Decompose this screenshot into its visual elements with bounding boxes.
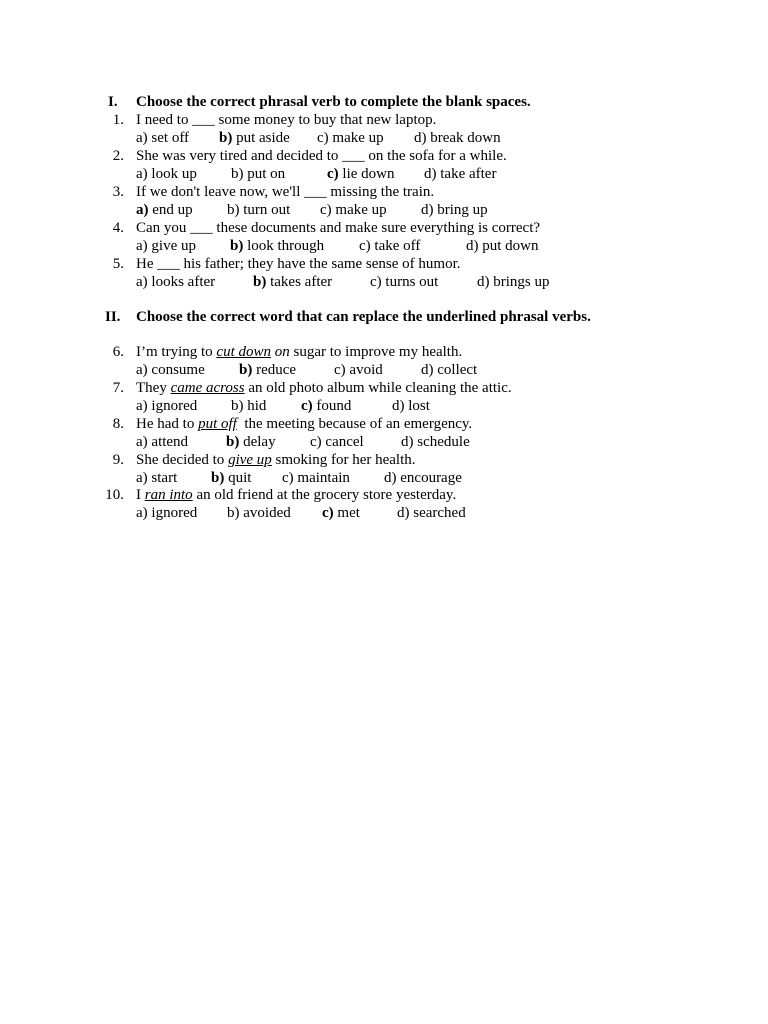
- option-text: reduce: [252, 362, 297, 378]
- option-d: [392, 398, 430, 415]
- option-text: attend: [147, 434, 189, 450]
- question-text-after: sugar to improve my health.: [289, 344, 463, 360]
- option-c: [334, 362, 383, 379]
- option-b: [230, 238, 324, 255]
- option-text: set off: [147, 130, 190, 146]
- section-title: Choose the correct word that can replace the underlined phrasal verbs.: [136, 309, 591, 325]
- option-text: hid: [243, 398, 267, 414]
- underlined-phrasal-verb: ran into: [144, 487, 193, 503]
- option-a: [136, 470, 177, 487]
- option-letter: a): [136, 130, 148, 146]
- question-5: [0, 256, 768, 274]
- option-d: [477, 274, 550, 291]
- question-number: 6.: [112, 344, 124, 360]
- option-text: put on: [243, 166, 286, 182]
- option-letter: c): [359, 238, 371, 254]
- option-letter: b): [219, 130, 233, 146]
- question-text: [136, 416, 472, 433]
- option-text: put down: [478, 238, 539, 254]
- option-d: [397, 505, 466, 522]
- options-1: [0, 130, 768, 148]
- question-8: [0, 416, 768, 434]
- option-c: [359, 238, 420, 255]
- option-letter: b): [227, 202, 240, 218]
- option-d: [424, 166, 496, 183]
- option-letter: b): [239, 362, 253, 378]
- options-4: [0, 238, 768, 256]
- option-letter: d): [424, 166, 437, 182]
- option-letter: d): [421, 202, 434, 218]
- question-text-before: She decided to: [136, 452, 229, 468]
- question-6: [0, 344, 768, 362]
- option-letter: d): [384, 470, 397, 486]
- option-text: found: [312, 398, 352, 414]
- question-text: Can you ___ these documents and make sure everything is correct?: [136, 220, 541, 236]
- option-letter: d): [401, 434, 414, 450]
- option-letter: b): [226, 434, 240, 450]
- option-b: [231, 398, 266, 415]
- question-text: She was very tired and decided to ___ on the sofa for a while.: [136, 148, 507, 164]
- option-d: [421, 202, 488, 219]
- question-2: [0, 148, 768, 166]
- options-6: [0, 362, 768, 380]
- option-letter: c): [301, 398, 313, 414]
- options-9: [0, 470, 768, 488]
- option-b: [227, 505, 291, 522]
- option-letter: b): [231, 166, 244, 182]
- option-letter: b): [253, 274, 267, 290]
- option-text: delay: [239, 434, 276, 450]
- option-text: break down: [426, 130, 501, 146]
- option-text: collect: [433, 362, 478, 378]
- question-text-after: the meeting because of an emergency.: [236, 416, 473, 432]
- option-c: [322, 505, 360, 522]
- option-letter: d): [466, 238, 479, 254]
- option-a: [136, 166, 197, 183]
- option-text: turn out: [239, 202, 291, 218]
- question-number: 5.: [112, 256, 124, 272]
- section-1-heading: [0, 94, 768, 112]
- options-2: [0, 166, 768, 184]
- option-text: ignored: [147, 505, 198, 521]
- option-a: [136, 274, 215, 291]
- question-text-before: I: [136, 487, 145, 503]
- option-d: [384, 470, 462, 487]
- underlined-phrasal-verb: cut down: [216, 344, 271, 360]
- question-text-before: I’m trying to: [136, 344, 217, 360]
- option-letter: b): [211, 470, 225, 486]
- option-letter: d): [392, 398, 405, 414]
- question-number: 3.: [112, 184, 124, 200]
- options-5: [0, 274, 768, 292]
- question-text-after: an old friend at the grocery store yesterday.: [192, 487, 457, 503]
- question-text-after: smoking for her health.: [271, 452, 416, 468]
- option-letter: c): [310, 434, 322, 450]
- option-c: [320, 202, 387, 219]
- option-b: [239, 362, 296, 379]
- option-letter: d): [477, 274, 490, 290]
- question-text-after: an old photo album while cleaning the attic.: [244, 380, 512, 396]
- option-c: [282, 470, 350, 487]
- option-text: bring up: [433, 202, 488, 218]
- question-number: 2.: [112, 148, 124, 164]
- option-c: [370, 274, 438, 291]
- option-letter: a): [136, 238, 148, 254]
- option-text: met: [333, 505, 360, 521]
- question-number: 10.: [105, 487, 124, 503]
- question-3: [0, 184, 768, 202]
- underlined-phrasal-verb: put off: [198, 416, 237, 432]
- option-text: searched: [409, 505, 466, 521]
- question-text-italic: on: [271, 344, 290, 360]
- option-d: [421, 362, 477, 379]
- option-letter: a): [136, 470, 148, 486]
- question-4: [0, 220, 768, 238]
- option-text: make up: [328, 130, 384, 146]
- option-letter: d): [421, 362, 434, 378]
- option-d: [401, 434, 470, 451]
- question-number: 9.: [112, 452, 124, 468]
- option-text: takes after: [266, 274, 333, 290]
- option-d: [466, 238, 539, 255]
- question-1: [0, 112, 768, 130]
- option-text: make up: [331, 202, 387, 218]
- section-title: Choose the correct phrasal verb to complete the blank spaces.: [136, 94, 531, 110]
- option-letter: c): [370, 274, 382, 290]
- options-7: [0, 398, 768, 416]
- option-a: [136, 398, 197, 415]
- option-text: avoid: [345, 362, 383, 378]
- option-text: take after: [436, 166, 497, 182]
- option-b: [219, 130, 290, 147]
- option-letter: a): [136, 505, 148, 521]
- option-letter: d): [414, 130, 427, 146]
- question-10: [0, 487, 768, 505]
- option-letter: c): [317, 130, 329, 146]
- option-text: start: [147, 470, 178, 486]
- option-text: cancel: [321, 434, 364, 450]
- option-text: end up: [148, 202, 193, 218]
- question-9: [0, 452, 768, 470]
- option-text: ignored: [147, 398, 198, 414]
- underlined-phrasal-verb: came across: [170, 380, 245, 396]
- option-text: quit: [224, 470, 252, 486]
- option-c: [317, 130, 384, 147]
- option-b: [211, 470, 251, 487]
- option-letter: c): [320, 202, 332, 218]
- option-text: look up: [147, 166, 197, 182]
- option-text: schedule: [413, 434, 470, 450]
- section-2-heading: [0, 309, 768, 327]
- option-a: [136, 238, 196, 255]
- option-text: brings up: [489, 274, 550, 290]
- option-letter: c): [334, 362, 346, 378]
- option-letter: c): [322, 505, 334, 521]
- options-10: [0, 505, 768, 523]
- option-b: [253, 274, 332, 291]
- question-7: [0, 380, 768, 398]
- option-letter: a): [136, 362, 148, 378]
- option-a: [136, 505, 197, 522]
- option-text: maintain: [293, 470, 350, 486]
- question-text: He ___ his father; they have the same sense of humor.: [136, 256, 461, 272]
- option-letter: b): [231, 398, 244, 414]
- option-a: [136, 434, 188, 451]
- options-8: [0, 434, 768, 452]
- option-text: lost: [404, 398, 430, 414]
- option-letter: a): [136, 398, 148, 414]
- option-text: give up: [147, 238, 196, 254]
- option-d: [414, 130, 501, 147]
- question-text: I need to ___ some money to buy that new laptop.: [136, 112, 437, 128]
- option-letter: a): [136, 166, 148, 182]
- question-text: If we don't leave now, we'll ___ missing the train.: [136, 184, 435, 200]
- option-a: [136, 130, 189, 147]
- option-a: [136, 362, 205, 379]
- option-text: avoided: [239, 505, 291, 521]
- option-c: [327, 166, 394, 183]
- option-text: look through: [243, 238, 325, 254]
- option-text: consume: [147, 362, 205, 378]
- option-text: take off: [370, 238, 421, 254]
- option-b: [227, 202, 290, 219]
- option-c: [301, 398, 351, 415]
- option-text: looks after: [147, 274, 216, 290]
- option-letter: a): [136, 274, 148, 290]
- option-c: [310, 434, 364, 451]
- option-letter: b): [230, 238, 244, 254]
- option-b: [226, 434, 276, 451]
- underlined-phrasal-verb: give up: [228, 452, 272, 468]
- options-3: [0, 202, 768, 220]
- question-number: 7.: [112, 380, 124, 396]
- question-number: 8.: [112, 416, 124, 432]
- option-text: encourage: [396, 470, 462, 486]
- question-text-before: They: [136, 380, 171, 396]
- option-text: put aside: [232, 130, 290, 146]
- option-b: [231, 166, 285, 183]
- option-letter: a): [136, 434, 148, 450]
- option-text: turns out: [381, 274, 439, 290]
- question-text: [136, 487, 456, 504]
- question-text-before: He had to: [136, 416, 199, 432]
- question-text: [136, 380, 512, 397]
- option-letter: c): [282, 470, 294, 486]
- question-number: 1.: [112, 112, 124, 128]
- question-text: [136, 452, 416, 469]
- option-letter: a): [136, 202, 149, 218]
- option-text: lie down: [338, 166, 395, 182]
- section-number: I.: [108, 94, 118, 110]
- option-letter: b): [227, 505, 240, 521]
- option-letter: c): [327, 166, 339, 182]
- option-a: [136, 202, 193, 219]
- section-number: II.: [105, 309, 121, 325]
- question-text: [136, 344, 462, 361]
- option-letter: d): [397, 505, 410, 521]
- question-number: 4.: [112, 220, 124, 236]
